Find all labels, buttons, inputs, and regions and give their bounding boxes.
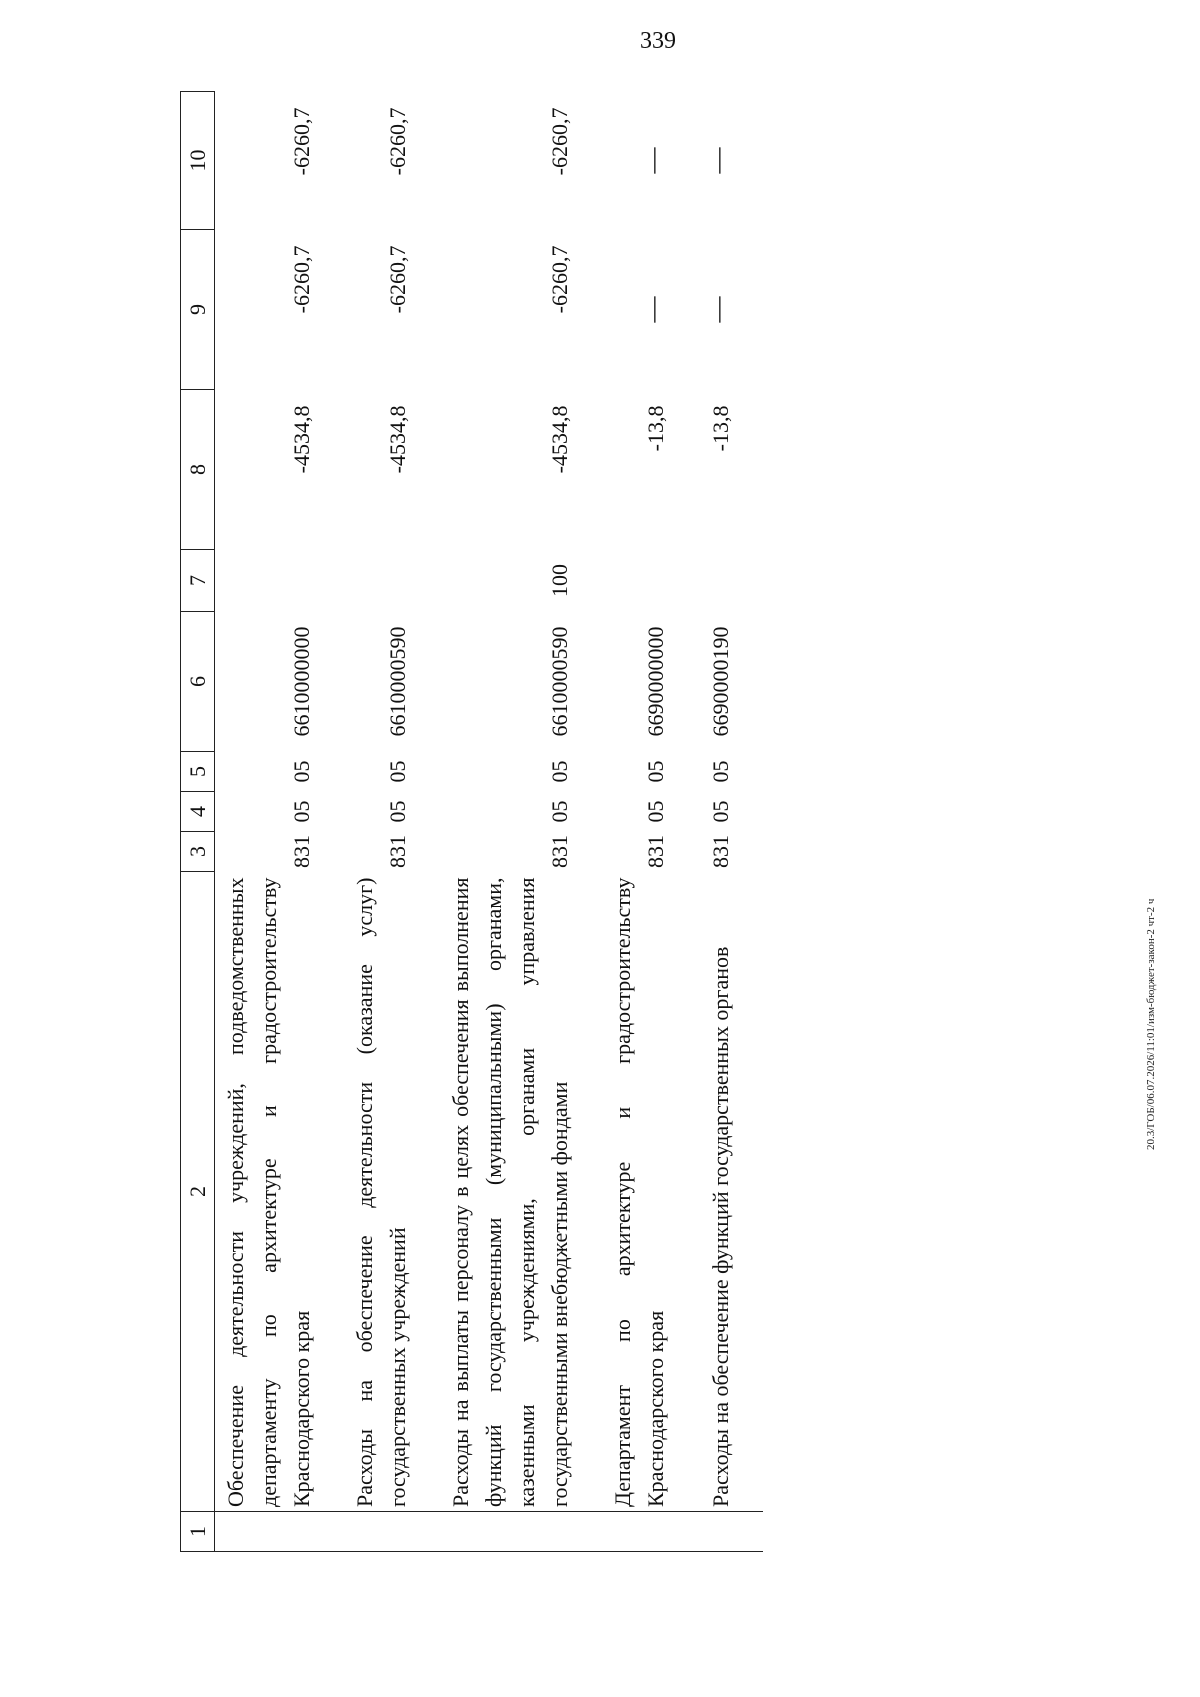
cell-col9: -6260,7 — [385, 245, 410, 314]
cell-col5: 05 — [385, 760, 410, 783]
row-name: Расходы на обеспечение деятельности (оказание услуг) государственных учреждений — [352, 877, 410, 1507]
table-row — [602, 92, 672, 1552]
row-name: Расходы на выплаты персоналу в целях обеспечения выполнения функций государственными (муниципальными) органами, казенными учреждениями, органами управления государственными внебюджетными фондами — [448, 877, 572, 1507]
row-gap — [672, 92, 698, 1552]
cell-col7 — [602, 550, 672, 612]
cell-col3: 831 — [547, 835, 572, 868]
cell-col4: 05 — [547, 800, 572, 823]
cell-col6: 6610000590 — [547, 626, 572, 737]
cell-col10: -6260,7 — [385, 107, 410, 176]
table-row — [344, 92, 414, 1552]
cell-col3: 831 — [289, 835, 314, 868]
cell-col8: -4534,8 — [385, 405, 410, 474]
row-number-cell — [698, 1512, 737, 1552]
cell-col10: — — [703, 147, 732, 174]
cell-col7 — [215, 550, 319, 612]
row-number-cell — [440, 1512, 576, 1552]
header-cell: 6 — [181, 612, 215, 752]
cell-col10: -6260,7 — [547, 107, 572, 176]
row-number-cell — [602, 1512, 672, 1552]
header-cell: 9 — [181, 230, 215, 390]
cell-col6: 6610000000 — [289, 626, 314, 737]
row-number-cell — [344, 1512, 414, 1552]
cell-col3: 831 — [708, 835, 733, 868]
cell-col7: 100 — [547, 564, 572, 597]
cell-col5: 05 — [289, 760, 314, 783]
cell-col7 — [344, 550, 414, 612]
page-number: 339 — [640, 28, 676, 54]
header-cell: 8 — [181, 390, 215, 550]
cell-col10: -6260,7 — [289, 107, 314, 176]
table-header — [181, 92, 215, 1552]
header-cell: 5 — [181, 752, 215, 792]
row-gap — [737, 92, 763, 1552]
cell-col6: 6690000190 — [708, 626, 733, 737]
cell-col8: -4534,8 — [547, 405, 572, 474]
table-row — [440, 92, 576, 1552]
cell-col9: -6260,7 — [547, 245, 572, 314]
row-number-cell — [215, 1512, 319, 1552]
header-cell: 2 — [181, 872, 215, 1512]
header-cell: 4 — [181, 792, 215, 832]
cell-col6: 6610000590 — [385, 626, 410, 737]
row-gap — [318, 92, 344, 1552]
row-name: Обеспечение деятельности учреждений, подведомственных департаменту по архитектуре и градостроительству Краснодарского края — [223, 877, 314, 1507]
cell-col4: 05 — [289, 800, 314, 823]
rotated-table-container — [180, 92, 1140, 1552]
cell-col9: — — [638, 296, 667, 323]
cell-col4: 05 — [643, 800, 668, 823]
header-cell: 1 — [181, 1512, 215, 1552]
cell-col8: -4534,8 — [289, 405, 314, 474]
row-gap — [576, 92, 602, 1552]
cell-col5: 05 — [547, 760, 572, 783]
cell-col8: -13,8 — [643, 405, 668, 452]
cell-col3: 831 — [643, 835, 668, 868]
header-cell: 3 — [181, 832, 215, 872]
cell-col5: 05 — [643, 760, 668, 783]
table-row — [215, 92, 319, 1552]
cell-col9: -6260,7 — [289, 245, 314, 314]
cell-col4: 05 — [708, 800, 733, 823]
cell-col7 — [698, 550, 737, 612]
cell-col3: 831 — [385, 835, 410, 868]
header-cell: 7 — [181, 550, 215, 612]
row-name: Департамент по архитектуре и градостроительству Краснодарского края — [610, 877, 668, 1507]
row-name: Расходы на обеспечение функций государственных органов — [708, 946, 733, 1507]
cell-col6: 6690000000 — [643, 626, 668, 737]
cell-col9: — — [703, 296, 732, 323]
row-gap — [414, 92, 440, 1552]
cell-col4: 05 — [385, 800, 410, 823]
budget-table — [180, 91, 763, 1552]
cell-col5: 05 — [708, 760, 733, 783]
cell-col10: — — [638, 147, 667, 174]
document-code: 20.3/ГОБ/06.07.2026/11:01/изм-бюджет-закон-2 чт-2 ч — [1145, 898, 1157, 1150]
cell-col8: -13,8 — [708, 405, 733, 452]
header-cell: 10 — [181, 92, 215, 230]
table-row — [698, 92, 737, 1552]
